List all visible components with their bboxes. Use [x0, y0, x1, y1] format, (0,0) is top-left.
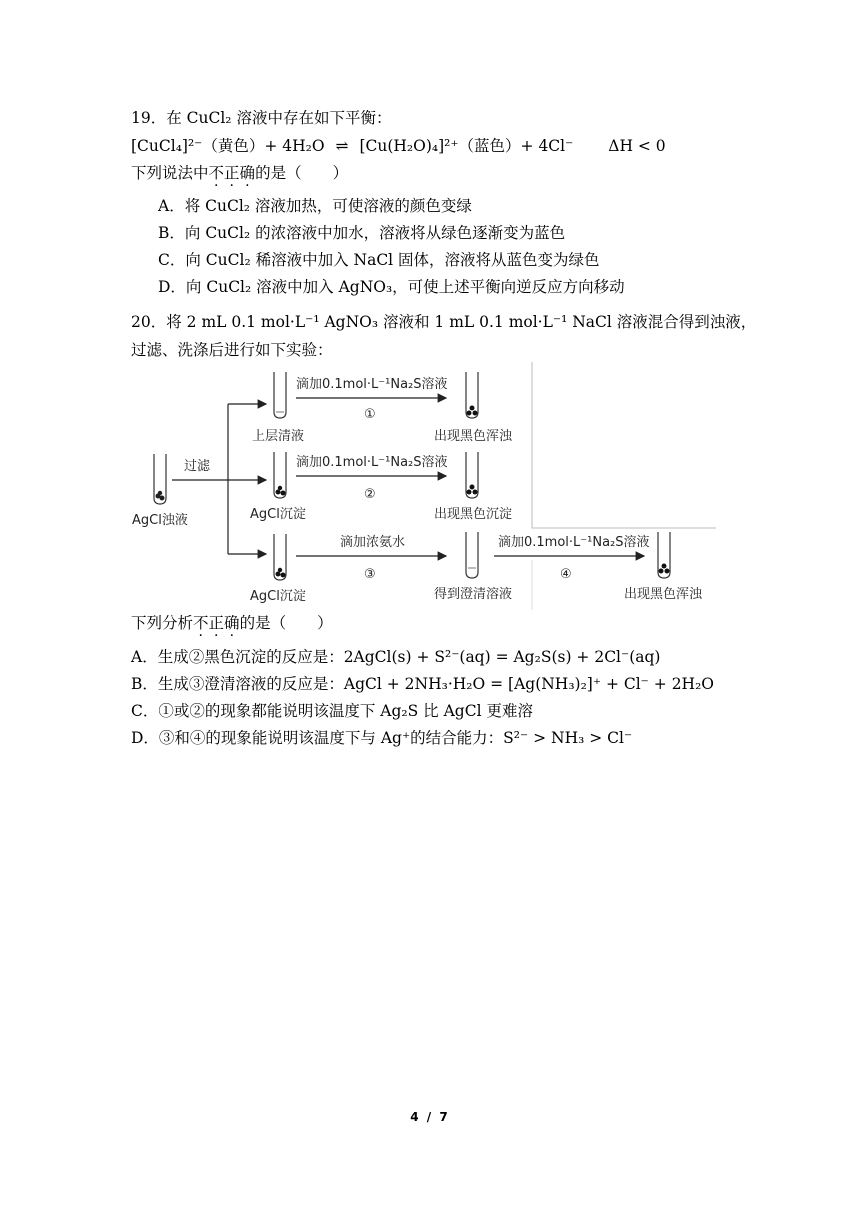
- test-tube-result-3: [466, 532, 478, 578]
- q19-equation-right: [Cu(H₂O)₄]²⁺（蓝色）+ 4Cl⁻: [359, 137, 574, 155]
- tube-label-agcl-a: AgCl沉淀: [250, 507, 306, 522]
- q20-stem-line1: 20．将 2 mL 0.1 mol·L⁻¹ AgNO₃ 溶液和 1 mL 0.1 mol·L⁻¹ NaCl 溶液混合得到浊液，: [131, 313, 757, 331]
- q20-option-c: C．①或②的现象都能说明该温度下 Ag₂S 比 AgCl 更难溶: [131, 702, 533, 720]
- step-label-3: ③: [364, 567, 376, 582]
- q20-option-a: A．生成②黑色沉淀的反应是：2AgCl(s) + S²⁻(aq) = Ag₂S(s) + 2Cl⁻(aq): [131, 648, 661, 666]
- result-label-3: 得到澄清溶液: [434, 587, 513, 602]
- q19-option-c: C．向 CuCl₂ 稀溶液中加入 NaCl 固体，溶液将从蓝色变为绿色: [158, 251, 600, 269]
- test-tube-result-4: [658, 532, 670, 578]
- q19-ask: [131, 163, 348, 183]
- start-label: AgCl浊液: [132, 513, 188, 528]
- step-label-2: ②: [364, 487, 376, 502]
- reagent-label-2: 滴加0.1mol·L⁻¹Na₂S溶液: [296, 455, 448, 470]
- q19-ask-suffix: 的是（ ）: [255, 164, 349, 182]
- q20-ask: [131, 613, 333, 633]
- equilibrium-arrow-icon: ⇌: [335, 137, 349, 155]
- test-tube-agcl-ppt-b: [274, 534, 286, 580]
- step-label-4: ④: [560, 567, 572, 582]
- q19-delta-h: ΔH < 0: [608, 137, 666, 155]
- diagram-boundary: [532, 362, 716, 528]
- q20-stem-line2: 过滤、洗涤后进行如下实验：: [131, 341, 333, 359]
- tube-label-upper-clear: 上层清液: [252, 429, 305, 444]
- emphasis-char: 不: [208, 164, 225, 182]
- result-label-1: 出现黑色浑浊: [434, 429, 513, 444]
- emphasis-char: 正: [208, 614, 225, 632]
- q20-ask-prefix: 下列分析: [131, 614, 194, 632]
- q19-stem: 19．在 CuCl₂ 溶液中存在如下平衡：: [131, 109, 392, 127]
- q19-ask-prefix: 下列说法中: [131, 164, 209, 182]
- q19-equation: [131, 136, 666, 156]
- emphasis-char: 确: [224, 614, 240, 632]
- q19-equation-left: [CuCl₄]²⁻（黄色）+ 4H₂O: [131, 137, 325, 155]
- test-tube-result-1: [466, 372, 478, 418]
- q19-option-d: D．向 CuCl₂ 溶液中加入 AgNO₃，可使上述平衡向逆反应方向移动: [158, 278, 625, 296]
- result-label-4: 出现黑色浑浊: [624, 587, 703, 602]
- emphasis-char: 确: [239, 164, 256, 182]
- test-tube-result-2: [466, 452, 478, 498]
- q20-ask-suffix: 的是（ ）: [239, 614, 333, 632]
- filter-label: 过滤: [184, 459, 211, 474]
- test-tube-upper-clear: [274, 372, 286, 418]
- experiment-diagram: [128, 362, 718, 612]
- emphasis-char: 不: [193, 614, 209, 632]
- test-tube-start: [154, 454, 166, 504]
- test-tube-agcl-ppt-a: [274, 452, 286, 498]
- q20-option-b: B．生成③澄清溶液的反应是：AgCl + 2NH₃·H₂O = [Ag(NH₃)₂]⁺ + Cl⁻ + 2H₂O: [131, 675, 714, 693]
- step-label-1: ①: [364, 407, 376, 422]
- reagent-label-4: 滴加0.1mol·L⁻¹Na₂S溶液: [498, 535, 650, 550]
- tube-label-agcl-b: AgCl沉淀: [250, 589, 306, 604]
- emphasis-char: 正: [224, 164, 240, 182]
- q19-option-b: B．向 CuCl₂ 的浓溶液中加水，溶液将从绿色逐渐变为蓝色: [158, 224, 566, 242]
- reagent-label-3: 滴加浓氨水: [340, 535, 406, 550]
- q20-option-d: D．③和④的现象能说明该温度下与 Ag⁺的结合能力：S²⁻ > NH₃ > Cl⁻: [131, 729, 633, 747]
- q19-option-a: A．将 CuCl₂ 溶液加热，可使溶液的颜色变绿: [158, 197, 472, 215]
- reagent-label-1: 滴加0.1mol·L⁻¹Na₂S溶液: [296, 377, 448, 392]
- page-number: 4 / 7: [410, 1110, 450, 1124]
- result-label-2: 出现黑色沉淀: [434, 507, 513, 522]
